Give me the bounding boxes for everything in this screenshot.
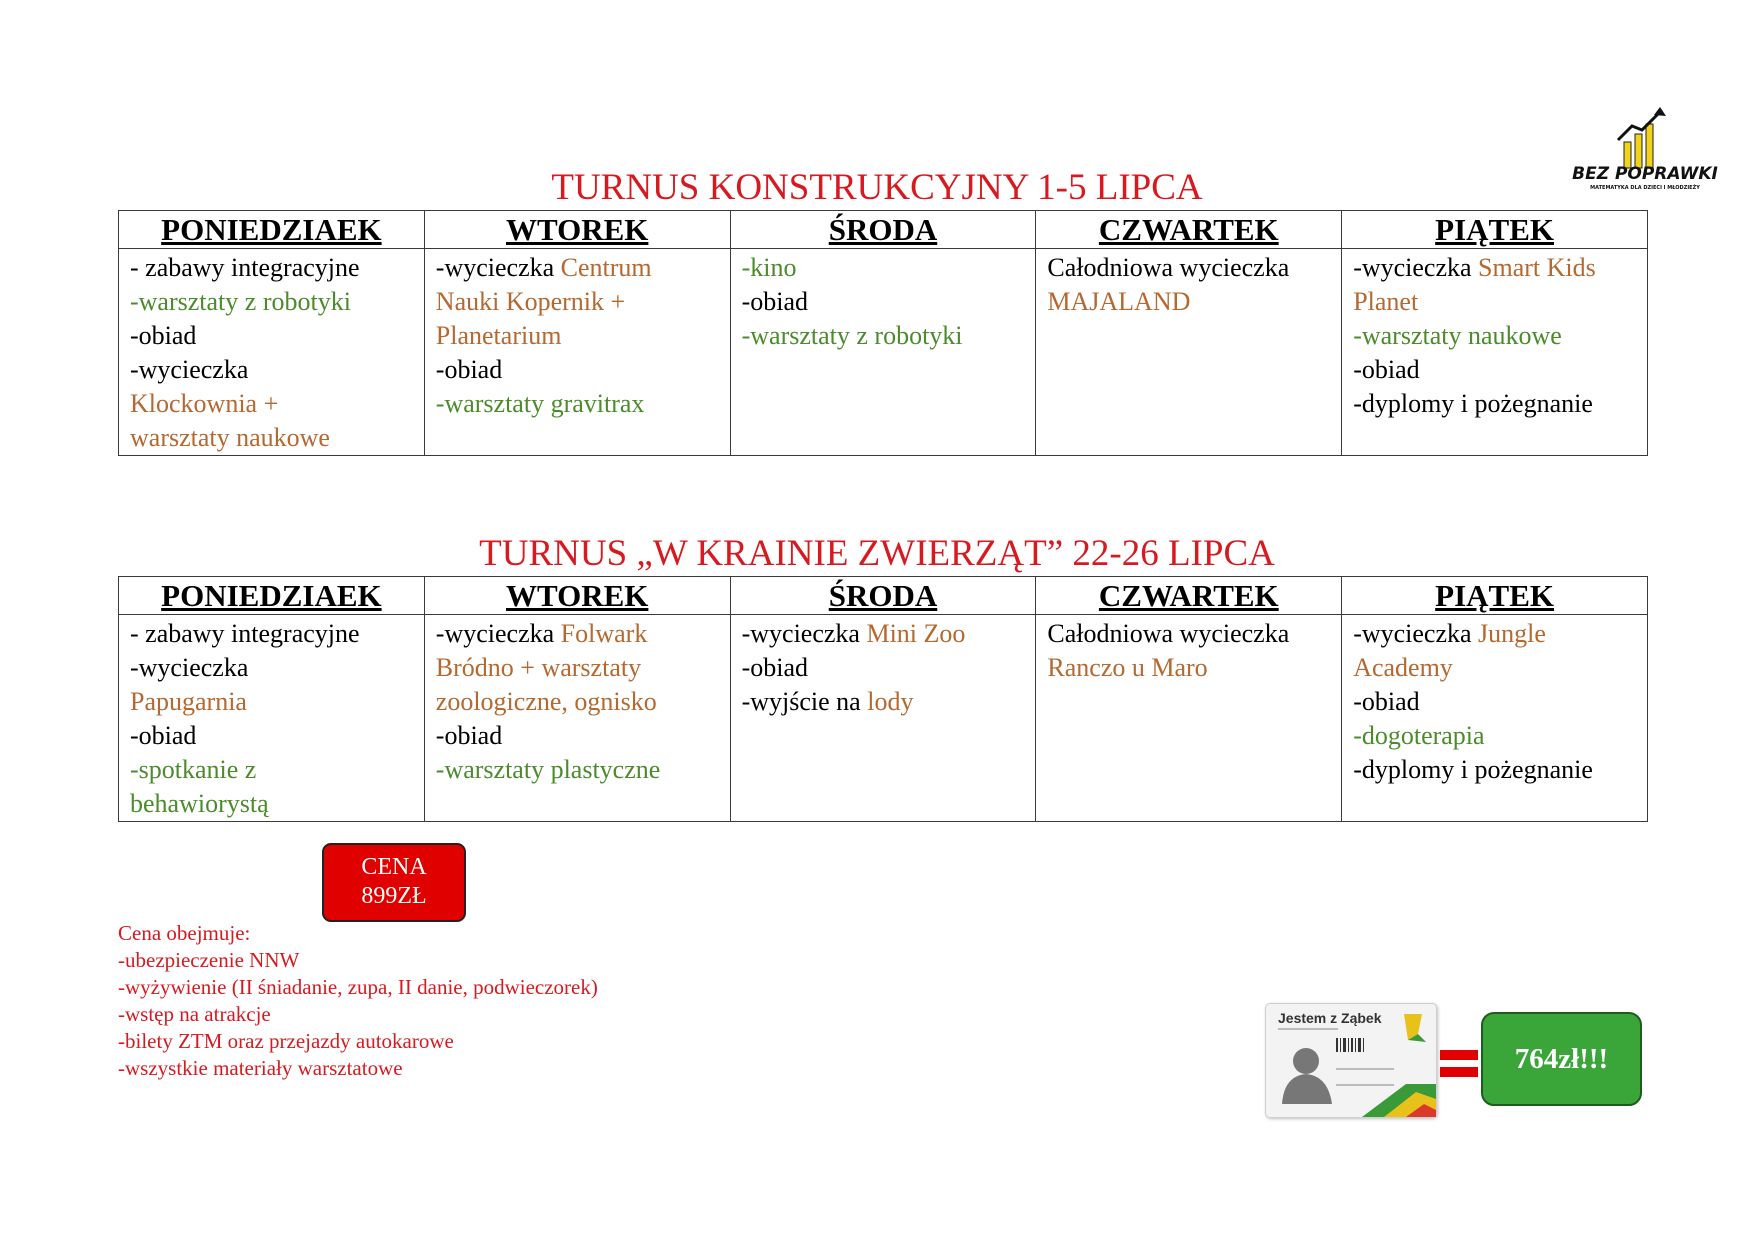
- day-header: ŚRODA: [730, 211, 1036, 249]
- day-activities-cell: [1342, 249, 1648, 456]
- activity-text: -warsztaty naukowe: [1353, 321, 1562, 350]
- activity-line: [130, 319, 414, 353]
- activity-line: [130, 685, 414, 719]
- day-activities-cell: [424, 615, 730, 822]
- day-header: PIĄTEK: [1342, 211, 1648, 249]
- activity-line: [1353, 251, 1637, 285]
- turnus1-activity-row: [119, 249, 1648, 456]
- turnus2-schedule-table: [118, 576, 1648, 822]
- includes-item: -wstęp na atrakcje: [118, 1002, 271, 1026]
- turnus2-activity-row: [119, 615, 1648, 822]
- activity-line: [1047, 617, 1331, 651]
- activity-line: [130, 719, 414, 753]
- activity-text: -warsztaty plastyczne: [435, 755, 661, 784]
- activity-text: Smart Kids: [1478, 253, 1596, 282]
- activity-line: [742, 319, 1026, 353]
- includes-item: -ubezpieczenie NNW: [118, 948, 300, 972]
- activity-text: Papugarnia: [130, 687, 247, 716]
- activity-line: [1353, 651, 1637, 685]
- activity-text: Całodniowa wycieczka: [1047, 253, 1290, 282]
- day-activities-cell: [730, 615, 1036, 822]
- activity-text: -obiad: [130, 721, 197, 750]
- activity-line: [130, 651, 414, 685]
- day-activities-cell: [119, 615, 425, 822]
- day-header: PONIEDZIAEK: [119, 577, 425, 615]
- activity-line: [130, 421, 414, 455]
- activity-line: [1353, 387, 1637, 421]
- turnus2-header-row: [119, 577, 1648, 615]
- activity-text: Folwark: [560, 619, 648, 648]
- logo-text: BEZ POPRAWKI: [1572, 164, 1718, 184]
- activity-line: [436, 319, 720, 353]
- turnus1-title: TURNUS KONSTRUKCYJNY 1-5 LIPCA: [551, 167, 1203, 208]
- activity-line: [436, 753, 720, 787]
- activity-text: -wycieczka: [130, 653, 249, 682]
- activity-text: -obiad: [130, 321, 197, 350]
- activity-line: [436, 251, 720, 285]
- activity-text: Całodniowa wycieczka: [1047, 619, 1290, 648]
- activity-text: -wycieczka: [435, 619, 561, 648]
- activity-text: Mini Zoo: [866, 619, 966, 648]
- activity-line: [130, 787, 414, 821]
- activity-text: -obiad: [1353, 687, 1420, 716]
- activity-line: [1047, 285, 1331, 319]
- activity-line: [130, 251, 414, 285]
- activity-text: MAJALAND: [1047, 287, 1191, 316]
- activity-line: [130, 285, 414, 319]
- activity-line: [436, 285, 720, 319]
- day-activities-cell: [119, 249, 425, 456]
- activity-text: -kino: [741, 253, 797, 282]
- activity-text: -wycieczka: [1353, 253, 1479, 282]
- activity-line: [436, 353, 720, 387]
- price-includes-list: [118, 920, 598, 1082]
- activity-text: Nauki Kopernik +: [435, 287, 626, 316]
- activity-text: -obiad: [435, 721, 503, 750]
- turnus2-title: TURNUS „W KRAINIE ZWIERZĄT” 22-26 LIPCA: [479, 533, 1275, 574]
- jestem-z-zabek-card: [1265, 1003, 1437, 1118]
- day-activities-cell: [1036, 249, 1342, 456]
- activity-line: [436, 685, 720, 719]
- turnus1-header-row: [119, 211, 1648, 249]
- activity-line: [742, 251, 1026, 285]
- activity-text: -warsztaty z robotyki: [741, 321, 963, 350]
- activity-text: behawiorystą: [130, 789, 269, 818]
- activity-text: -dyplomy i pożegnanie: [1353, 389, 1593, 418]
- activity-line: [742, 651, 1026, 685]
- activity-text: -wycieczka: [1353, 619, 1479, 648]
- activity-line: [1353, 617, 1637, 651]
- activity-line: [1353, 285, 1637, 319]
- activity-text: zoologiczne, ognisko: [435, 687, 657, 716]
- activity-line: [1353, 319, 1637, 353]
- day-activities-cell: [1036, 615, 1342, 822]
- activity-line: [130, 387, 414, 421]
- includes-item: -wszystkie materiały warsztatowe: [118, 1056, 403, 1080]
- activity-text: -warsztaty z robotyki: [130, 287, 351, 316]
- activity-text: Jungle: [1478, 619, 1546, 648]
- activity-text: - zabawy integracyjne: [130, 619, 360, 648]
- activity-line: [1353, 685, 1637, 719]
- activity-text: -obiad: [435, 355, 503, 384]
- activity-line: [436, 719, 720, 753]
- activity-line: [742, 685, 1026, 719]
- activity-text: -wycieczka: [741, 619, 867, 648]
- day-header: ŚRODA: [730, 577, 1036, 615]
- activity-line: [436, 387, 720, 421]
- activity-line: [436, 617, 720, 651]
- day-activities-cell: [1342, 615, 1648, 822]
- price-label: CENA: [361, 854, 427, 880]
- day-header: CZWARTEK: [1036, 577, 1342, 615]
- activity-text: -warsztaty gravitrax: [435, 389, 645, 418]
- activity-line: [436, 651, 720, 685]
- activity-line: [130, 353, 414, 387]
- activity-line: [1353, 353, 1637, 387]
- activity-text: -obiad: [741, 287, 809, 316]
- day-activities-cell: [730, 249, 1036, 456]
- activity-text: Planetarium: [435, 321, 562, 350]
- activity-line: [742, 285, 1026, 319]
- activity-line: [1047, 251, 1331, 285]
- activity-text: Bródno + warsztaty: [435, 653, 642, 682]
- activity-text: -wycieczka: [435, 253, 561, 282]
- day-header: PIĄTEK: [1342, 577, 1648, 615]
- activity-text: -wycieczka: [130, 355, 249, 384]
- card-graphic: [1266, 1004, 1436, 1117]
- activity-text: - zabawy integracyjne: [130, 253, 360, 282]
- activity-text: -dogoterapia: [1353, 721, 1485, 750]
- price-box: [322, 843, 466, 922]
- activity-line: [1353, 719, 1637, 753]
- activity-line: [1353, 753, 1637, 787]
- includes-item: -wyżywienie (II śniadanie, zupa, II danie, podwieczorek): [118, 975, 598, 999]
- activity-text: -spotkanie z: [130, 755, 257, 784]
- includes-heading: Cena obejmuje:: [118, 921, 251, 945]
- includes-item: -bilety ZTM oraz przejazdy autokarowe: [118, 1029, 454, 1053]
- activity-text: Klockownia +: [130, 389, 279, 418]
- activity-text: Ranczo u Maro: [1047, 653, 1208, 682]
- activity-line: [130, 753, 414, 787]
- activity-text: Planet: [1353, 287, 1419, 316]
- activity-line: [1047, 651, 1331, 685]
- price-value: 899ZŁ: [361, 883, 427, 909]
- activity-text: Academy: [1353, 653, 1453, 682]
- equals-sign: [1440, 1050, 1478, 1080]
- discount-price-box: 764zł!!!: [1481, 1012, 1642, 1106]
- day-header: CZWARTEK: [1036, 211, 1342, 249]
- day-activities-cell: [424, 249, 730, 456]
- logo-subtext: MATEMATYKA DLA DZIECI I MŁODZIEŻY: [1590, 185, 1700, 191]
- turnus1-schedule-table: [118, 210, 1648, 456]
- activity-line: [130, 617, 414, 651]
- activity-text: lody: [867, 687, 914, 716]
- day-header: WTOREK: [424, 211, 730, 249]
- activity-text: Centrum: [560, 253, 652, 282]
- activity-text: -dyplomy i pożegnanie: [1353, 755, 1593, 784]
- activity-text: -obiad: [741, 653, 809, 682]
- activity-line: [742, 617, 1026, 651]
- day-header: WTOREK: [424, 577, 730, 615]
- day-header: PONIEDZIAEK: [119, 211, 425, 249]
- card-title: Jestem z Ząbek: [1278, 1010, 1382, 1026]
- activity-text: warsztaty naukowe: [130, 423, 330, 452]
- activity-text: -obiad: [1353, 355, 1420, 384]
- activity-text: -wyjście na: [741, 687, 868, 716]
